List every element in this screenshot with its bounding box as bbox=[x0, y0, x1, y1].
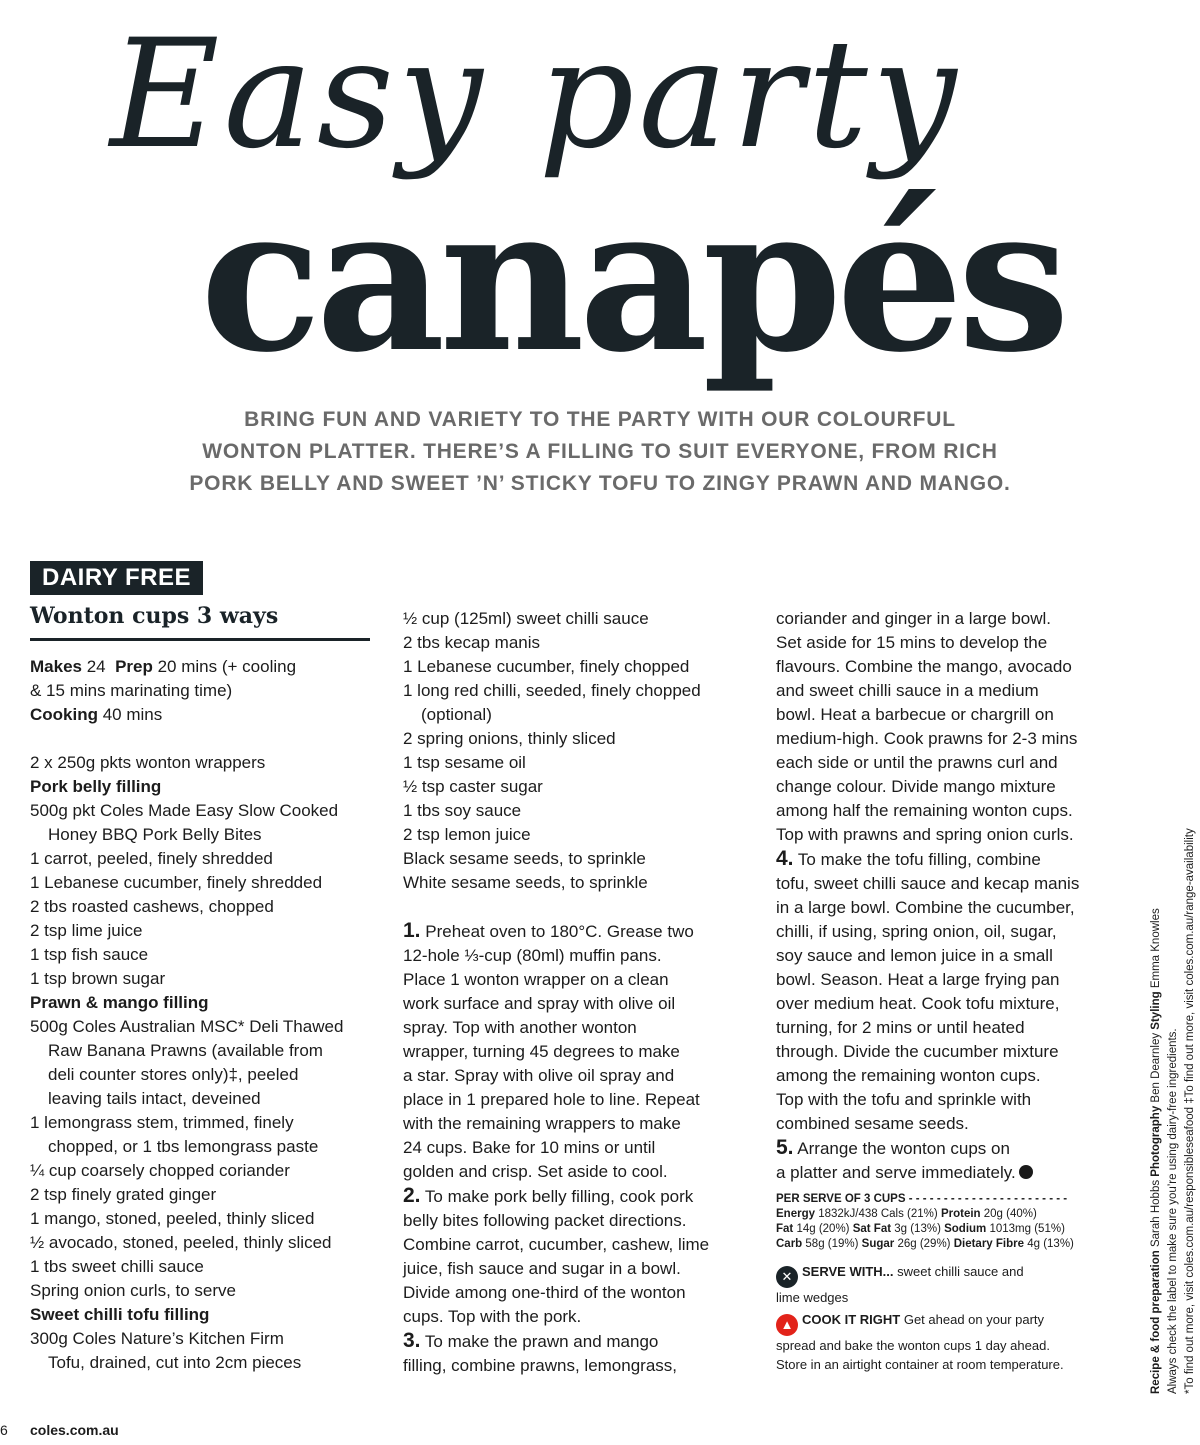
ingredient: 1 tsp fish sauce bbox=[30, 945, 149, 964]
flame-icon: ▲ bbox=[776, 1314, 798, 1336]
satfat-value: 3g (13%) bbox=[891, 1223, 945, 1235]
end-dot-icon bbox=[1019, 1165, 1033, 1179]
step-text: tofu, sweet chilli sauce and kecap manis bbox=[776, 874, 1080, 893]
step-text: soy sauce and lemon juice in a small bbox=[776, 946, 1053, 965]
nutrition-heading: PER SERVE OF 3 CUPS - - - - - - - - - - - - - - - - - - - - - - - bbox=[776, 1193, 1068, 1205]
ingredient: 500g pkt Coles Made Easy Slow Cooked bbox=[30, 801, 339, 820]
step-text: 24 cups. Bake for 10 mins or until bbox=[403, 1138, 656, 1157]
title-main: canapés bbox=[200, 162, 1065, 397]
nutrition-line bbox=[776, 1237, 1124, 1252]
ingredient: 2 spring onions, thinly sliced bbox=[403, 729, 616, 748]
protein-label: Protein bbox=[940, 1208, 981, 1220]
dairy-free-badge: DAIRY FREE bbox=[30, 561, 203, 595]
sugar-label: Sugar bbox=[861, 1238, 895, 1250]
step-text: bowl. Heat a barbecue or chargrill on bbox=[776, 705, 1054, 724]
fat-label: Fat bbox=[776, 1223, 794, 1235]
step-text: To make the prawn and mango bbox=[420, 1332, 659, 1351]
ingredient: 1 long red chilli, seeded, finely chopped bbox=[403, 681, 701, 700]
step-5 bbox=[776, 1136, 1124, 1161]
step-text: juice, fish sauce and sugar in a bowl. bbox=[403, 1259, 681, 1278]
side-credits bbox=[1148, 634, 1200, 1394]
section-heading-prawn: Prawn & mango filling bbox=[30, 993, 209, 1012]
serve-with-label: SERVE WITH... bbox=[802, 1264, 894, 1279]
prep-value-cont: & 15 mins marinating time) bbox=[30, 681, 233, 700]
step-text: Divide among one-third of the wonton bbox=[403, 1283, 686, 1302]
satfat-label: Sat Fat bbox=[852, 1223, 892, 1235]
makes-value: 24 bbox=[81, 657, 106, 676]
step-text: in a large bowl. Combine the cucumber, bbox=[776, 898, 1075, 917]
step-text: coriander and ginger in a large bowl. bbox=[776, 609, 1052, 628]
step-number: 2. bbox=[403, 1184, 421, 1207]
step-text: a star. Spray with olive oil spray and bbox=[403, 1066, 675, 1085]
step-text: bowl. Season. Heat a large frying pan bbox=[776, 970, 1060, 989]
step-text: wrapper, turning 45 degrees to make bbox=[403, 1042, 680, 1061]
step-text: golden and crisp. Set aside to cool. bbox=[403, 1162, 668, 1181]
serve-with-text: lime wedges bbox=[776, 1290, 849, 1305]
section-heading-pork: Pork belly filling bbox=[30, 777, 162, 796]
credits-line bbox=[1148, 634, 1165, 1394]
step-number: 1. bbox=[403, 919, 421, 942]
ingredient: Black sesame seeds, to sprinkle bbox=[403, 849, 646, 868]
nutrition-line bbox=[776, 1207, 1124, 1222]
ingredient: 2 x 250g pkts wonton wrappers bbox=[30, 753, 266, 772]
step-text: To make pork belly filling, cook pork bbox=[420, 1187, 694, 1206]
site-link[interactable]: coles.com.au bbox=[30, 1422, 119, 1438]
carb-label: Carb bbox=[776, 1238, 803, 1250]
cutlery-icon: ✕ bbox=[776, 1266, 798, 1288]
ingredient: ½ cup (125ml) sweet chilli sauce bbox=[403, 609, 649, 628]
ingredient: ½ avocado, stoned, peeled, thinly sliced bbox=[30, 1233, 332, 1252]
step-3 bbox=[403, 1329, 753, 1354]
cook-it-right-text: Store in an airtight container at room temperature. bbox=[776, 1357, 1064, 1372]
step-text: turning, for 2 mins or until heated bbox=[776, 1018, 1025, 1037]
step-text: 12-hole ⅓-cup (80ml) muffin pans. bbox=[403, 946, 662, 965]
ingredient: 1 tbs sweet chilli sauce bbox=[30, 1257, 204, 1276]
step-text: Arrange the wonton cups on bbox=[793, 1139, 1010, 1158]
step-text: spray. Top with another wonton bbox=[403, 1018, 637, 1037]
nutrition-line bbox=[776, 1222, 1124, 1237]
cook-it-right-text: Get ahead on your party bbox=[900, 1312, 1045, 1327]
ingredient: 2 tsp finely grated ginger bbox=[30, 1185, 217, 1204]
step-text: place in 1 prepared hole to line. Repeat bbox=[403, 1090, 700, 1109]
intro-line: BRING FUN AND VARIETY TO THE PARTY WITH OUR COLOURFUL bbox=[244, 408, 956, 431]
step-text: cups. Top with the pork. bbox=[403, 1307, 582, 1326]
nutrition-panel bbox=[776, 1192, 1124, 1252]
step-text: Combine carrot, cucumber, cashew, lime bbox=[403, 1235, 710, 1254]
step-text: flavours. Combine the mango, avocado bbox=[776, 657, 1072, 676]
step-text: with the remaining wrappers to make bbox=[403, 1114, 681, 1133]
step-text: among the remaining wonton cups. bbox=[776, 1066, 1041, 1085]
ingredient: ¼ cup coarsely chopped coriander bbox=[30, 1161, 290, 1180]
step-text: over medium heat. Cook tofu mixture, bbox=[776, 994, 1060, 1013]
recipe-label: Recipe & food preparation bbox=[1150, 1250, 1162, 1394]
serve-with-tip bbox=[776, 1262, 1124, 1307]
step-text: a platter and serve immediately. bbox=[776, 1163, 1016, 1182]
method-column-2 bbox=[403, 607, 753, 1378]
makes-prep-line bbox=[30, 655, 380, 679]
step-text: Top with prawns and spring onion curls. bbox=[776, 825, 1074, 844]
ingredient: Raw Banana Prawns (available from bbox=[48, 1041, 323, 1060]
step-text: filling, combine prawns, lemongrass, bbox=[403, 1356, 678, 1375]
prep-value: 20 mins (+ cooling bbox=[152, 657, 297, 676]
intro-text bbox=[100, 404, 1100, 500]
styling-label: Styling bbox=[1150, 991, 1162, 1030]
energy-label: Energy bbox=[776, 1208, 815, 1220]
sodium-label: Sodium bbox=[944, 1223, 987, 1235]
step-text: through. Divide the cucumber mixture bbox=[776, 1042, 1059, 1061]
photo-label: Photography bbox=[1150, 1105, 1162, 1177]
ingredient: 1 tsp brown sugar bbox=[30, 969, 166, 988]
ingredient: 500g Coles Australian MSC* Deli Thawed bbox=[30, 1017, 344, 1036]
ingredient: 1 carrot, peeled, finely shredded bbox=[30, 849, 273, 868]
ingredient: 1 Lebanese cucumber, finely shredded bbox=[30, 873, 323, 892]
ingredient: Spring onion curls, to serve bbox=[30, 1281, 236, 1300]
title-script: Easy party bbox=[110, 8, 961, 182]
ingredient: 1 tbs soy sauce bbox=[403, 801, 522, 820]
page-footer bbox=[0, 1420, 119, 1440]
carb-value: 58g (19%) bbox=[802, 1238, 862, 1250]
styling-value: Emma Knowles bbox=[1150, 908, 1162, 992]
ingredient: ½ tsp caster sugar bbox=[403, 777, 543, 796]
step-text: each side or until the prawns curl and bbox=[776, 753, 1058, 772]
tip-line bbox=[776, 1310, 1124, 1336]
ingredient: 1 lemongrass stem, trimmed, finely bbox=[30, 1113, 294, 1132]
fibre-value: 4g (13%) bbox=[1024, 1238, 1074, 1250]
step-number: 5. bbox=[776, 1136, 794, 1159]
energy-value: 1832kJ/438 Cals (21%) bbox=[815, 1208, 941, 1220]
step-text: To make the tofu filling, combine bbox=[793, 850, 1041, 869]
ingredient: Honey BBQ Pork Belly Bites bbox=[48, 825, 262, 844]
step-4 bbox=[776, 847, 1124, 872]
fat-value: 14g (20%) bbox=[793, 1223, 853, 1235]
cooking-line bbox=[30, 703, 380, 727]
ingredients-column-1 bbox=[30, 655, 380, 1375]
ingredient: deli counter stores only)‡, peeled bbox=[48, 1065, 299, 1084]
step-text: among half the remaining wonton cups. bbox=[776, 801, 1073, 820]
section-heading-tofu: Sweet chilli tofu filling bbox=[30, 1305, 210, 1324]
step-2 bbox=[403, 1184, 753, 1209]
step-text: Preheat oven to 180°C. Grease two bbox=[420, 922, 694, 941]
ingredient: 1 tsp sesame oil bbox=[403, 753, 526, 772]
fibre-label: Dietary Fibre bbox=[953, 1238, 1025, 1250]
cook-it-right-tip bbox=[776, 1310, 1124, 1374]
credits-note: Always check the label to make sure you’re using dairy-free ingredients. bbox=[1167, 1028, 1179, 1394]
ingredient: leaving tails intact, deveined bbox=[48, 1089, 261, 1108]
step-text: Top with the tofu and sprinkle with bbox=[776, 1090, 1032, 1109]
step-text: medium-high. Cook prawns for 2-3 mins bbox=[776, 729, 1078, 748]
step-number: 4. bbox=[776, 847, 794, 870]
credits-footnote: *To find out more, visit coles.com.au/responsibleseafood ‡To find out more, visit coles.com.au/range-availability bbox=[1184, 828, 1196, 1394]
makes-label: Makes bbox=[30, 657, 82, 676]
intro-line: PORK BELLY AND SWEET ’N’ STICKY TOFU TO ZINGY PRAWN AND MANGO. bbox=[189, 472, 1011, 495]
recipe-title: Wonton cups 3 ways bbox=[30, 600, 370, 641]
step-text: Set aside for 15 mins to develop the bbox=[776, 633, 1048, 652]
intro-line: WONTON PLATTER. THERE’S A FILLING TO SUIT EVERYONE, FROM RICH bbox=[202, 440, 998, 463]
cooking-value: 40 mins bbox=[98, 705, 163, 724]
ingredient: (optional) bbox=[421, 705, 492, 724]
ingredient: 1 Lebanese cucumber, finely chopped bbox=[403, 657, 690, 676]
step-text: Place 1 wonton wrapper on a clean bbox=[403, 970, 669, 989]
step-text-last bbox=[776, 1161, 1124, 1185]
page-number: 6 bbox=[0, 1422, 8, 1438]
ingredient: 2 tbs kecap manis bbox=[403, 633, 541, 652]
photo-value: Ben Dearnley bbox=[1150, 1029, 1162, 1106]
prep-label: Prep bbox=[115, 657, 153, 676]
step-text: chilli, if using, spring onion, oil, sugar, bbox=[776, 922, 1057, 941]
sodium-value: 1013mg (51%) bbox=[986, 1223, 1065, 1235]
step-1 bbox=[403, 919, 753, 944]
cook-it-right-label: COOK IT RIGHT bbox=[802, 1312, 901, 1327]
step-text: and sweet chilli sauce in a medium bbox=[776, 681, 1039, 700]
serve-with-text: sweet chilli sauce and bbox=[893, 1264, 1024, 1279]
ingredient: 1 mango, stoned, peeled, thinly sliced bbox=[30, 1209, 315, 1228]
step-text: change colour. Divide mango mixture bbox=[776, 777, 1056, 796]
step-text: work surface and spray with olive oil bbox=[403, 994, 676, 1013]
method-column-3 bbox=[776, 607, 1124, 1185]
step-text: combined sesame seeds. bbox=[776, 1114, 969, 1133]
ingredient: 2 tsp lime juice bbox=[30, 921, 143, 940]
ingredient: White sesame seeds, to sprinkle bbox=[403, 873, 648, 892]
protein-value: 20g (40%) bbox=[980, 1208, 1037, 1220]
step-number: 3. bbox=[403, 1329, 421, 1352]
recipe-value: Sarah Hobbs bbox=[1150, 1176, 1162, 1251]
ingredient: 2 tbs roasted cashews, chopped bbox=[30, 897, 274, 916]
cook-it-right-text: spread and bake the wonton cups 1 day ahead. bbox=[776, 1338, 1050, 1353]
ingredient: chopped, or 1 tbs lemongrass paste bbox=[48, 1137, 319, 1156]
cooking-label: Cooking bbox=[30, 705, 98, 724]
ingredient: 300g Coles Nature’s Kitchen Firm bbox=[30, 1329, 284, 1348]
step-text: belly bites following packet directions. bbox=[403, 1211, 687, 1230]
ingredient: Tofu, drained, cut into 2cm pieces bbox=[48, 1353, 302, 1372]
tip-line bbox=[776, 1262, 1124, 1288]
ingredient: 2 tsp lemon juice bbox=[403, 825, 531, 844]
sugar-value: 26g (29%) bbox=[894, 1238, 954, 1250]
